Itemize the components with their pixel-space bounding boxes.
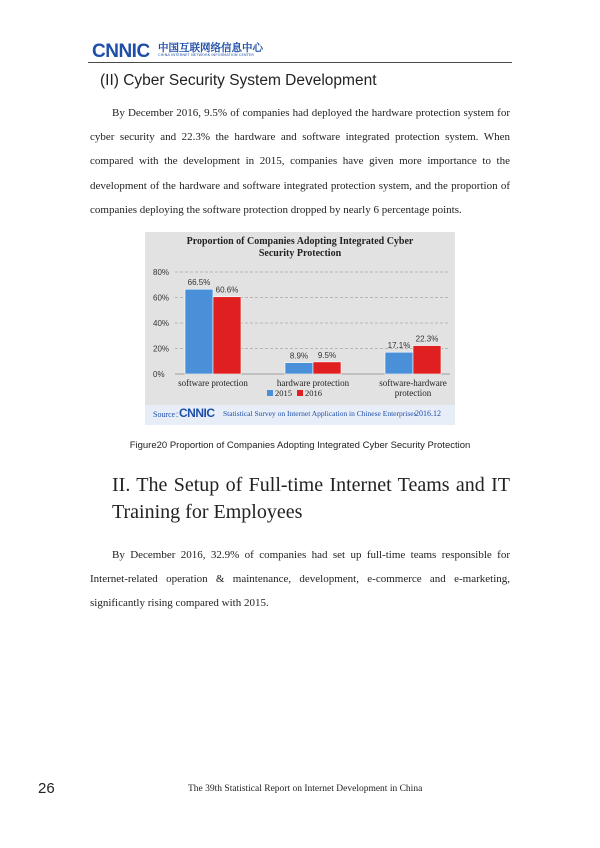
figure-caption: Figure20 Proportion of Companies Adopting Integrated Cyber Security Protection [129, 440, 471, 451]
section-title: (II) Cyber Security System Development [100, 72, 377, 89]
data-label: 22.3% [415, 334, 439, 344]
bar-2015-2 [385, 352, 413, 374]
source-logo: CNNIC [179, 406, 215, 420]
source-text: Statistical Survey on Internet Application in Chinese Enterprises [223, 409, 417, 418]
legend-swatch-2016 [297, 390, 303, 396]
bar-2015-1 [285, 363, 313, 374]
legend-label: 2015 [275, 388, 292, 398]
chart-title-line-2: Security Protection [258, 248, 342, 259]
legend-label: 2016 [305, 388, 322, 398]
data-label: 8.9% [289, 351, 309, 361]
y-tick-label: 80% [153, 268, 170, 277]
chart-plot [145, 232, 455, 405]
section-heading: II. The Setup of Full-time Internet Teams and IT Training for Employees [112, 474, 510, 523]
x-tick-label: hardware protection [276, 378, 350, 388]
page-number: 26 [38, 780, 55, 797]
page-header [88, 38, 512, 62]
bar-chart [145, 232, 455, 425]
footer-title: The 39th Statistical Report on Internet Development in China [188, 784, 423, 794]
data-label: 17.1% [387, 341, 411, 351]
source-label: Source： [153, 410, 184, 419]
y-tick-label: 40% [153, 319, 170, 328]
x-tick-label: protection [394, 388, 432, 398]
bar-2015-0 [185, 289, 213, 374]
header-divider [88, 62, 512, 63]
legend-swatch-2015 [267, 390, 273, 396]
y-tick-label: 60% [153, 293, 170, 303]
bar-2016-1 [313, 362, 341, 374]
data-label: 66.5% [187, 278, 211, 288]
y-tick-label: 0% [153, 370, 165, 379]
x-tick-label: software-hardware [379, 378, 447, 388]
section-2-paragraph: By December 2016, 32.9% of companies had set up full-time teams responsible for Internet-related operation & maintenance, development, e-commerce and e-marketing, significantly rising compared with 2015. [90, 549, 510, 610]
bar-2016-2 [413, 346, 441, 374]
cnnic-logo: CNNIC [92, 41, 150, 62]
data-label: 9.5% [317, 350, 337, 360]
chart-title-line-1: Proportion of Companies Adopting Integrated Cyber [186, 236, 414, 247]
org-name-en: CHINA INTERNET NETWORK INFORMATION CENTER [158, 53, 254, 57]
bar-2016-0 [213, 297, 241, 374]
source-date: 2016.12 [415, 409, 441, 418]
y-tick-label: 20% [153, 344, 170, 354]
data-label: 60.6% [215, 285, 239, 295]
source-bar [145, 405, 455, 425]
org-name-cn: 中国互联网络信息中心 [158, 42, 263, 54]
x-tick-label: software protection [178, 378, 248, 388]
section-paragraph: By December 2016, 9.5% of companies had deployed the hardware protection system for cyber security and 22.3% the hardware and software integrated protection system. When compared with the development in 2015, companies have given more importance to the development of the hardware and software integrated protection system, and the proportion of companies deploying the software protection dropped by nearly 6 percentage points. [90, 107, 510, 216]
